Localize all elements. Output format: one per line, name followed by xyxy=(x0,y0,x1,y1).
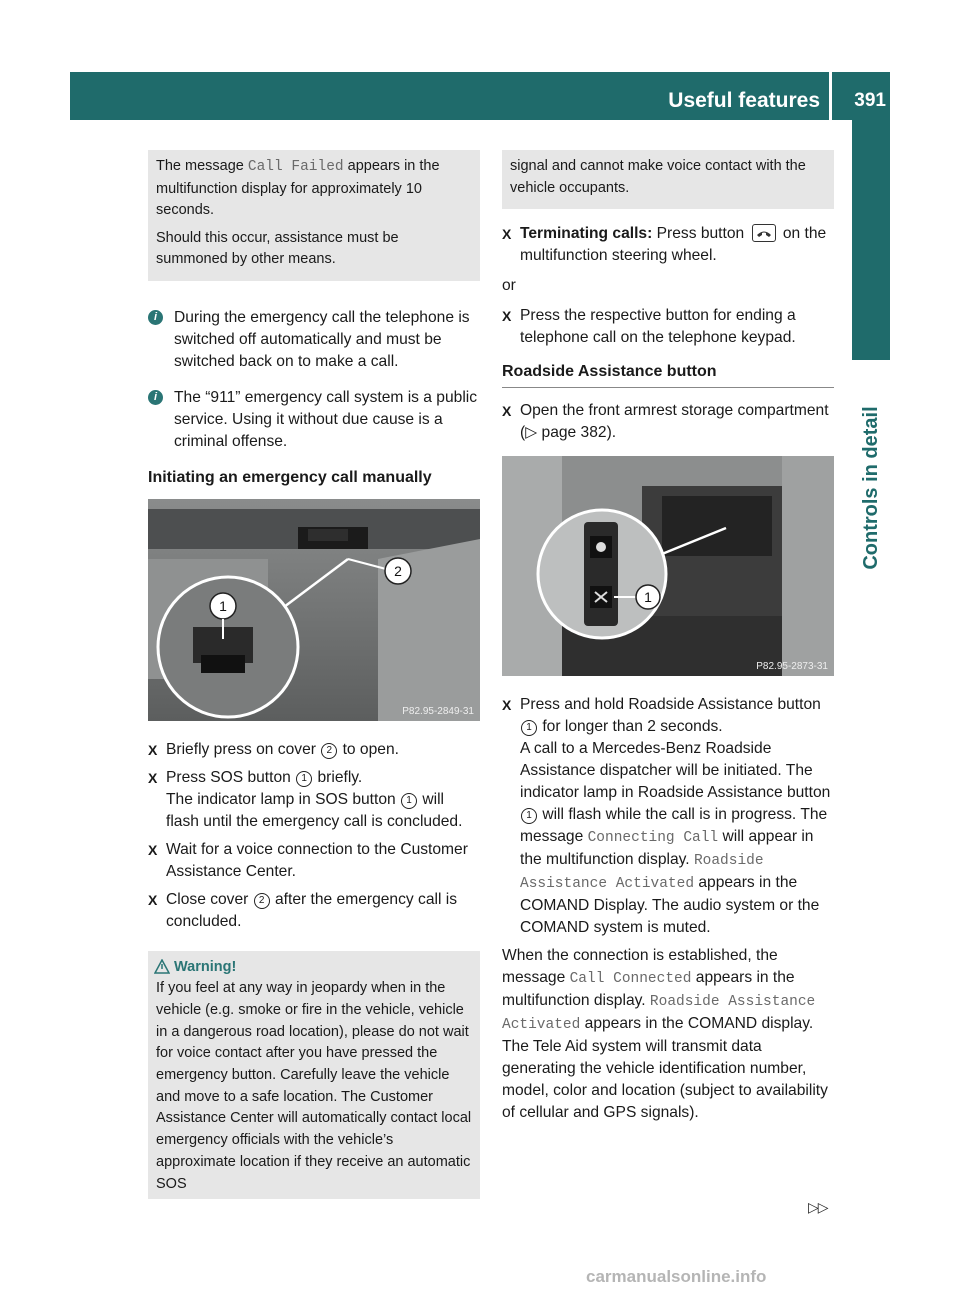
section-title: Useful features xyxy=(668,89,820,112)
overhead-console-photo xyxy=(148,499,480,721)
info-icon: i xyxy=(148,390,163,405)
warning-text: If you feel at any way in jeopardy when in the vehicle (e.g. smoke or fire in the vehicle, vehicle in a dangerous road location), please do not wait for voice contact after you have pressed the emergency button. Carefully leave the vehicle and move to a safe location. The Customer Assistance Center will automatically contact local emergency officials with the vehicle’s approximate location if they receive an automatic SOS xyxy=(156,980,472,1192)
page-ref-arrow-icon: ▷ xyxy=(525,424,538,441)
step-marker-icon: X xyxy=(502,308,512,324)
callout-number: 2 xyxy=(254,893,270,909)
callout-number: 2 xyxy=(321,743,337,759)
warning-box xyxy=(148,951,480,1200)
hang-up-icon xyxy=(752,224,776,242)
warning-triangle-icon xyxy=(154,959,170,974)
callout-number: 1 xyxy=(401,793,417,809)
info-icon: i xyxy=(148,310,163,325)
display-message: Connecting Call xyxy=(587,830,719,846)
figure-code: P82.95-2849-31 xyxy=(402,705,474,717)
step-marker-icon: X xyxy=(502,403,512,419)
instruction-step: X Close cover 2 after the emergency call is concluded. xyxy=(148,890,458,930)
figure-code: P82.95-2873-31 xyxy=(756,661,828,672)
instruction-step: X Press and hold Roadside Assistance button 1 for longer than 2 seconds. A call to a Mercedes-Benz Roadside Assistance dispatcher will be initiated. The indicator lamp in Roadside Assistance button 1 will flash while the call is in progress. The message Connecting Call will appear in the multifunction display. Roadside Assistance Activated appears in the COMAND Display. The audio system or the COMAND system is muted. xyxy=(502,696,831,936)
step-marker-icon: X xyxy=(502,226,512,242)
callout-number: 1 xyxy=(521,808,537,824)
step-marker-icon: X xyxy=(148,741,158,758)
callout-number: 1 xyxy=(296,771,312,787)
side-tab-label-box xyxy=(852,368,890,608)
body-paragraph: When the connection is established, the message Call Connected appears in the multifunction display. Roadside Assistance Activated appears in the COMAND display. The Tele Aid system will transmit data generating the vehicle identification number, model, color and location (subject to availability of cellular and GPS signals). xyxy=(502,947,828,1121)
or-text: or xyxy=(502,277,516,294)
instruction-step: X Wait for a voice connection to the Customer Assistance Center. xyxy=(148,840,468,880)
callout-number: 1 xyxy=(521,720,537,736)
armrest-illustration xyxy=(502,456,834,676)
note-box xyxy=(148,150,480,281)
continue-arrows-icon: ▷▷ xyxy=(808,1199,828,1215)
section-heading: Roadside Assistance button xyxy=(502,361,834,388)
side-tab xyxy=(852,120,890,360)
step-marker-icon: X xyxy=(148,891,158,908)
display-message: Roadside Assistance Activated xyxy=(502,994,816,1033)
step-marker-icon: X xyxy=(148,769,158,786)
svg-text:1: 1 xyxy=(219,597,227,614)
display-message: Call Connected xyxy=(569,971,692,987)
info-note: i During the emergency call the telephone is switched off automatically and must be switched back on to make a call. xyxy=(148,307,480,373)
note-paragraph: The message Call Failed appears in the multifunction display for approximately 10 seconds. xyxy=(156,158,440,218)
display-message: Roadside Assistance Activated xyxy=(520,853,764,892)
display-message: Call Failed xyxy=(247,159,344,175)
instruction-step: X Briefly press on cover 2 to open. xyxy=(148,739,480,761)
instruction-step: X Terminating calls: Press button on the multifunction steering wheel. xyxy=(502,225,827,264)
header-bar xyxy=(70,72,890,120)
right-column xyxy=(502,150,834,1124)
instruction-step: X Press SOS button 1 briefly. The indicator lamp in SOS button 1 will flash until the emergency call is concluded. xyxy=(148,768,463,830)
step-marker-icon: X xyxy=(502,697,512,713)
instruction-step: X Press the respective button for ending a telephone call on the telephone keypad. xyxy=(502,307,796,346)
header-divider xyxy=(829,72,832,120)
page-number: 391 xyxy=(854,90,886,111)
info-note: i The “911” emergency call system is a public service. Using it without due cause is a criminal offense. xyxy=(148,387,480,453)
armrest-photo xyxy=(502,456,834,676)
svg-text:2: 2 xyxy=(394,562,402,579)
overhead-console-illustration xyxy=(148,499,480,721)
step-marker-icon: X xyxy=(148,841,158,858)
left-column xyxy=(148,150,480,1199)
note-paragraph: Should this occur, assistance must be summoned by other means. xyxy=(156,229,399,267)
instruction-step: X Open the front armrest storage compartment (▷ page 382). xyxy=(502,402,829,441)
svg-text:1: 1 xyxy=(644,589,652,605)
side-tab-label: Controls in detail xyxy=(860,406,882,570)
warning-title: Warning! xyxy=(174,957,472,979)
watermark: carmanualsonline.info xyxy=(586,1267,767,1286)
warning-continuation-box: signal and cannot make voice contact with the vehicle occupants. xyxy=(502,150,834,209)
subheading: Initiating an emergency call manually xyxy=(148,468,432,486)
